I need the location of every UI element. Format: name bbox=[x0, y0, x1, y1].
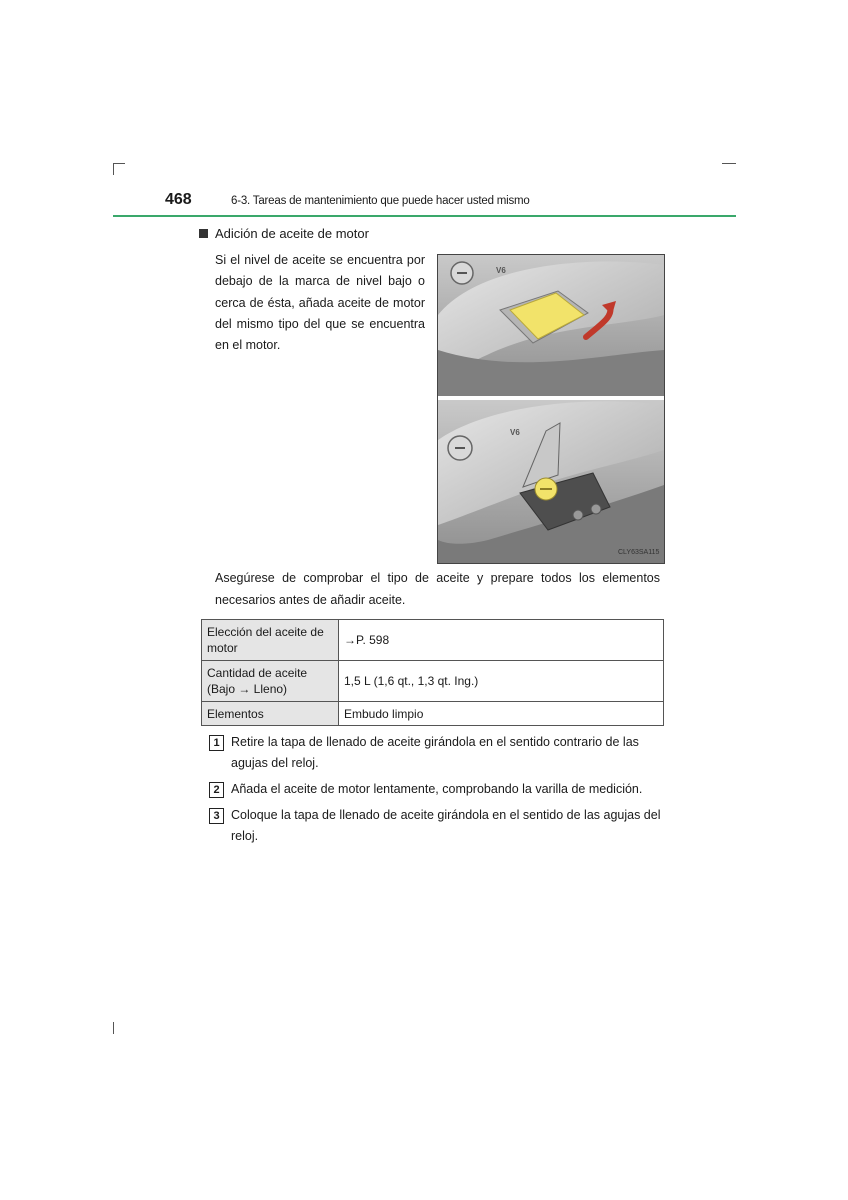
table-label-cell: Elección del aceite de motor bbox=[202, 620, 339, 661]
table-row bbox=[202, 620, 664, 661]
subsection-title: Adición de aceite de motor bbox=[215, 226, 369, 241]
engine-oil-cap-illustration bbox=[437, 254, 665, 564]
crop-mark-top-left-v bbox=[113, 163, 114, 175]
subsection-heading bbox=[199, 226, 369, 241]
figure-code: CLY63SA115 bbox=[618, 549, 660, 556]
table-value-cell: Embudo limpio bbox=[339, 702, 664, 726]
table-value-cell: →P. 598 bbox=[339, 620, 664, 661]
intro-paragraph: Si el nivel de aceite se encuentra por debajo de la marca de nivel bajo o cerca de ésta, añada aceite de motor del mismo tipo del que se encuentra en el motor. bbox=[215, 253, 425, 353]
step-text: Añada el aceite de motor lentamente, comprobando la varilla de medición. bbox=[231, 782, 643, 796]
table-row bbox=[202, 661, 664, 702]
table-label-cell: Elementos bbox=[202, 702, 339, 726]
bottom-panel-oil-cap-open bbox=[438, 400, 664, 563]
v6-emblem-bottom: V6 bbox=[510, 428, 520, 437]
table-value-cell: 1,5 L (1,6 qt., 1,3 qt. Ing.) bbox=[339, 661, 664, 702]
procedure-steps bbox=[209, 732, 661, 852]
step-item bbox=[209, 779, 661, 800]
table-label-cell: Cantidad de aceite (Bajo → Lleno) bbox=[202, 661, 339, 702]
table-row bbox=[202, 702, 664, 726]
top-panel-oil-cap-closed bbox=[438, 255, 664, 396]
step-item bbox=[209, 805, 661, 847]
step-text: Retire la tapa de llenado de aceite girándola en el sentido contrario de las agujas del reloj. bbox=[231, 735, 639, 770]
step-number-badge: 1 bbox=[209, 735, 224, 751]
page-number: 468 bbox=[165, 191, 192, 208]
oil-specification-table bbox=[201, 619, 664, 726]
v6-emblem-top: V6 bbox=[496, 266, 506, 275]
step-text: Coloque la tapa de llenado de aceite girándola en el sentido de las agujas del reloj. bbox=[231, 808, 661, 843]
square-bullet-icon bbox=[199, 229, 208, 238]
header-rule bbox=[113, 215, 736, 217]
preparation-paragraph: Asegúrese de comprobar el tipo de aceite y prepare todos los elementos necesarios antes de añadir aceite. bbox=[215, 571, 660, 607]
step-number-badge: 3 bbox=[209, 808, 224, 824]
crop-mark-top-left-h bbox=[113, 163, 125, 164]
step-item bbox=[209, 732, 661, 774]
section-title: 6-3. Tareas de mantenimiento que puede hacer usted mismo bbox=[231, 195, 530, 207]
panel-divider bbox=[438, 396, 664, 400]
crop-mark-top-right-h bbox=[722, 163, 736, 164]
crop-mark-bottom-left-v bbox=[113, 1022, 114, 1034]
illustration-svg bbox=[438, 255, 664, 563]
step-number-badge: 2 bbox=[209, 782, 224, 798]
